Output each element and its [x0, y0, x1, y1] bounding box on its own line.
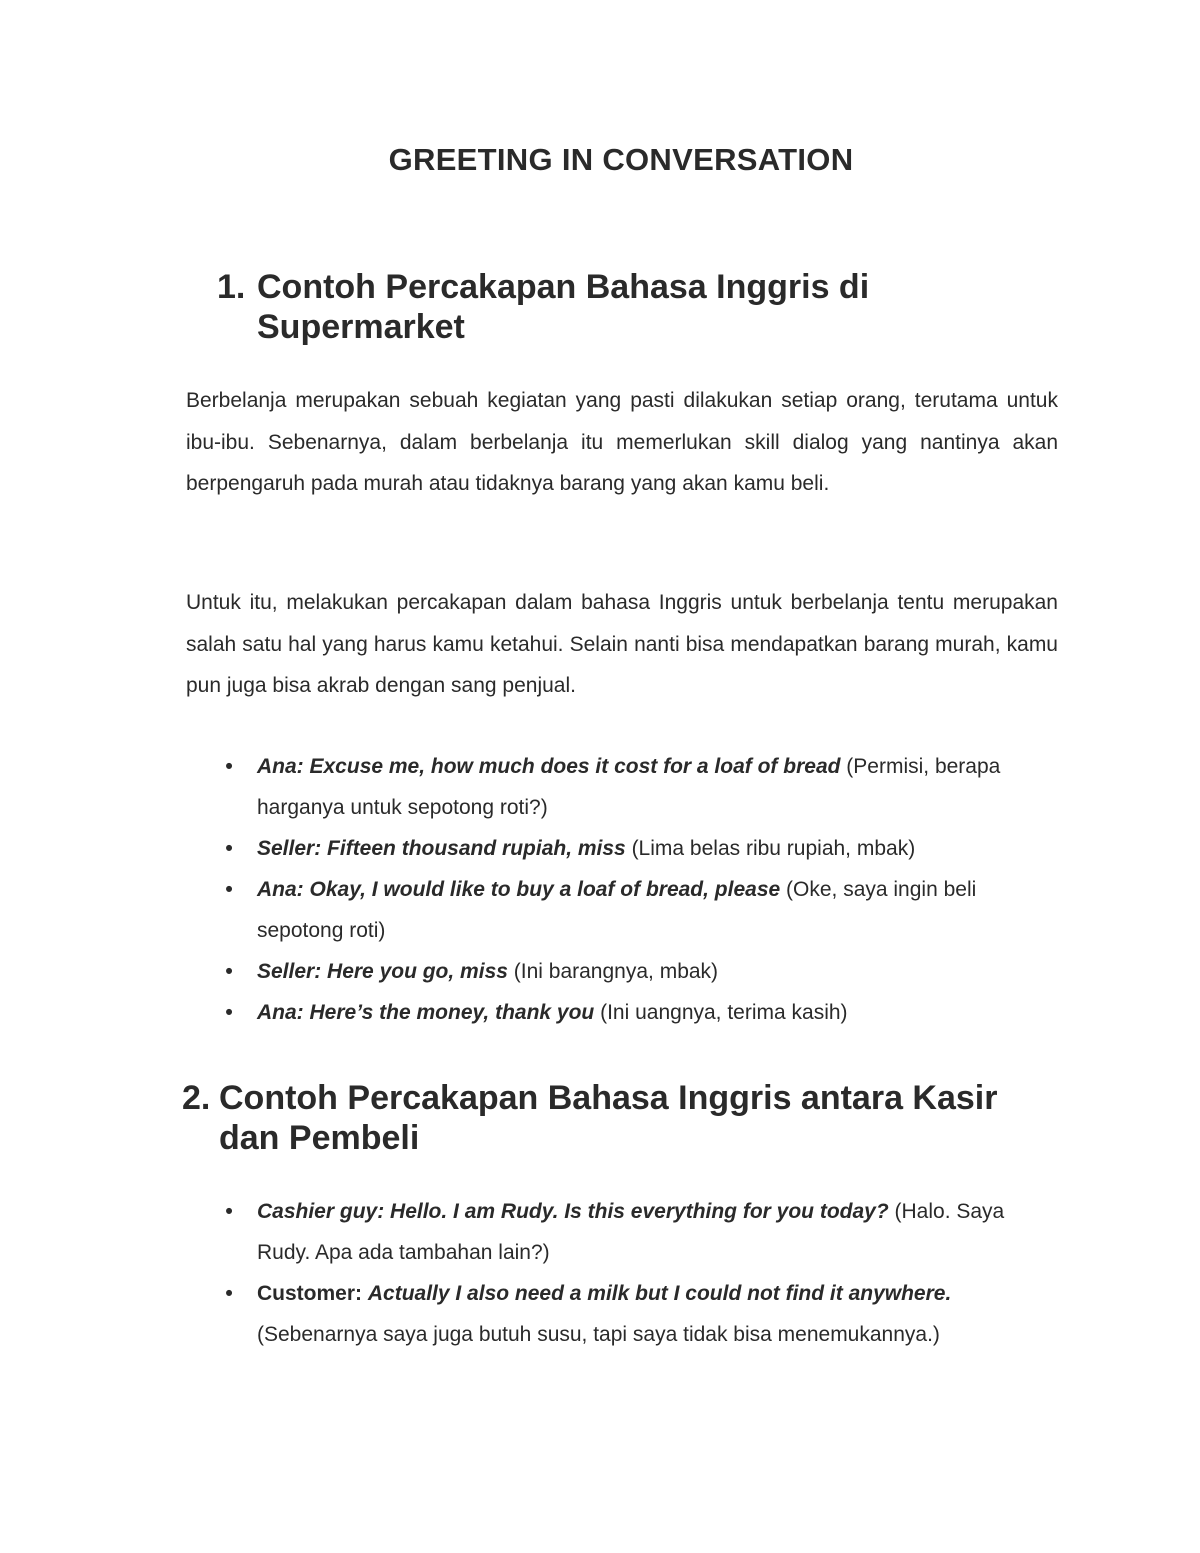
document-title: GREETING IN CONVERSATION: [388, 142, 854, 177]
section-1-paragraph-1: Berbelanja merupakan sebuah kegiatan yang pasti dilakukan setiap orang, terutama untuk ibu-ibu. Sebenarnya, dalam berbelanja itu memerlukan skill dialog yang nantinya akan berpengaruh pada murah atau tidaknya barang yang akan kamu beli.: [186, 389, 1058, 495]
dialog-translation: (Ini barangnya, mbak): [507, 960, 719, 983]
section-2-heading-line-1: Contoh Percakapan Bahasa Inggris antara Kasir: [219, 1079, 998, 1117]
dialog-translation: (Lima belas ribu rupiah, mbak): [625, 837, 916, 860]
bullet-icon: •: [225, 755, 233, 778]
dialog-item: [225, 1273, 1057, 1355]
dialog-english: Seller: Fifteen thousand rupiah, miss: [257, 837, 626, 860]
dialog-item: [225, 1191, 1057, 1273]
dialog-english: Ana: Here’s the money, thank you: [257, 1001, 595, 1024]
dialog-item: [225, 992, 1057, 1033]
dialog-english: Ana: Excuse me, how much does it cost for a loaf of bread: [257, 755, 841, 778]
section-1-paragraph-2: Untuk itu, melakukan percakapan dalam bahasa Inggris untuk berbelanja tentu merupakan salah satu hal yang harus kamu ketahui. Selain nanti bisa mendapatkan barang murah, kamu pun juga bisa akrab dengan sang penjual.: [186, 591, 1058, 697]
dialog-translation: (Sebenarnya saya juga butuh susu, tapi saya tidak bisa menemukannya.): [257, 1323, 940, 1346]
dialog-item: [225, 828, 1057, 869]
section-2-heading-line-2: dan Pembeli: [219, 1119, 420, 1157]
section-1-number: 1.: [217, 268, 246, 306]
dialog-translation: (Ini uangnya, terima kasih): [594, 1001, 848, 1024]
section-2-heading: [182, 1078, 1079, 1158]
bullet-icon: •: [225, 1001, 233, 1024]
dialog-translation: (Halo. Saya Rudy. Apa ada tambahan lain?): [257, 1200, 1005, 1264]
section-1-heading-line-2: Supermarket: [257, 308, 465, 346]
dialog-speaker: Customer:: [257, 1282, 368, 1305]
bullet-icon: •: [225, 1200, 233, 1223]
section-2-number: 2.: [182, 1079, 211, 1117]
dialog-translation: (Permisi, berapa harganya untuk sepotong roti?): [257, 755, 1001, 819]
section-1-dialog-list: [225, 746, 1057, 1033]
bullet-icon: •: [225, 837, 233, 860]
dialog-item: [225, 951, 1057, 992]
bullet-icon: •: [225, 960, 233, 983]
dialog-english: Actually I also need a milk but I could not find it anywhere.: [367, 1282, 952, 1305]
bullet-icon: •: [225, 878, 233, 901]
dialog-translation: (Oke, saya ingin beli sepotong roti): [257, 878, 977, 942]
dialog-english: Seller: Here you go, miss: [257, 960, 508, 983]
dialog-item: [225, 746, 1057, 828]
section-1-heading-line-1: Contoh Percakapan Bahasa Inggris di: [257, 268, 870, 306]
section-1-heading: [217, 267, 957, 347]
dialog-english: Ana: Okay, I would like to buy a loaf of bread, please: [257, 878, 781, 901]
bullet-icon: •: [225, 1282, 233, 1305]
dialog-english: Cashier guy: Hello. I am Rudy. Is this everything for you today?: [257, 1200, 889, 1223]
dialog-item: [225, 869, 1057, 951]
section-2-dialog-list: [225, 1191, 1057, 1355]
